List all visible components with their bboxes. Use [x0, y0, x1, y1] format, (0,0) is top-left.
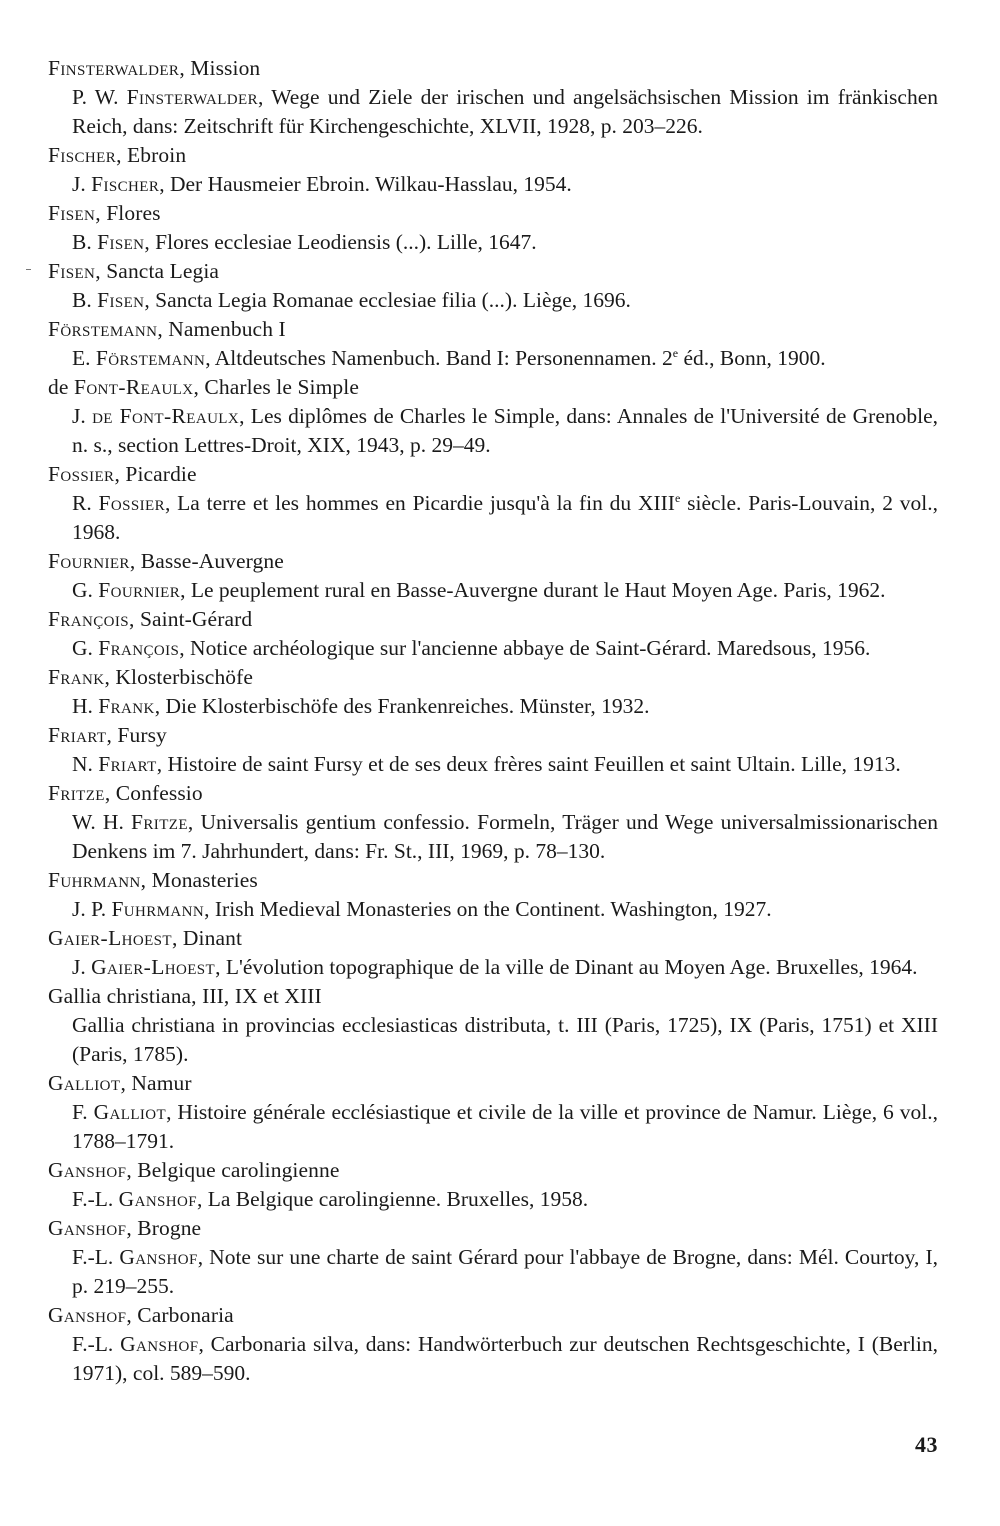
- entry-reference-text: F.: [72, 1100, 94, 1124]
- entry-author: de Font-Reaulx: [92, 404, 240, 428]
- bibliography-entry: [48, 315, 938, 373]
- entry-short-title: [48, 54, 938, 83]
- entry-reference-text: siècle. Paris-Louvain, 2 vol., 1968.: [72, 491, 938, 544]
- entry-reference-text: , Universalis gentium confessio. Formeln, Träger und Wege universalmissionarischen Denkens im 7. Jahrhundert, dans: Fr. St., III, 1969, p. 78–130.: [72, 810, 938, 863]
- bibliography-entry: [48, 54, 938, 141]
- entry-short-text: , Confessio: [104, 781, 203, 805]
- entry-short-title: [48, 982, 938, 1011]
- bibliography-entry: [48, 721, 938, 779]
- bibliography-entry: [48, 257, 938, 315]
- bibliography-entry: [48, 663, 938, 721]
- entry-author: Fisen: [97, 230, 145, 254]
- entry-short-title: [48, 257, 938, 286]
- page-number: 43: [915, 1432, 938, 1457]
- entry-reference-text: , La Belgique carolingienne. Bruxelles, 1958.: [197, 1187, 589, 1211]
- bibliography-entry: [48, 924, 938, 982]
- entry-full-reference: [48, 344, 938, 373]
- entry-short-text: , Charles le Simple: [193, 375, 359, 399]
- entry-reference-text: , L'évolution topographique de la ville de Dinant au Moyen Age. Bruxelles, 1964.: [215, 955, 918, 979]
- entry-short-title: [48, 460, 938, 489]
- entry-short-author: Friart: [48, 723, 107, 747]
- entry-reference-text: F.-L.: [72, 1332, 121, 1356]
- entry-short-title: [48, 605, 938, 634]
- entry-short-author: Fritze: [48, 781, 105, 805]
- entry-short-text: , Belgique carolingienne: [126, 1158, 340, 1182]
- entry-author: Frank: [98, 694, 155, 718]
- entry-author: Ganshof: [118, 1187, 197, 1211]
- entry-reference-text: E.: [72, 346, 96, 370]
- entry-short-author: Galliot: [48, 1071, 121, 1095]
- entry-reference-text: G.: [72, 578, 99, 602]
- entry-short-title: [48, 1156, 938, 1185]
- entry-author: Ganshof: [119, 1245, 198, 1269]
- entry-short-author: Fossier: [48, 462, 115, 486]
- entry-short-text: de: [48, 375, 74, 399]
- entry-author: Galliot: [93, 1100, 167, 1124]
- entry-short-text: , Carbonaria: [126, 1303, 234, 1327]
- entry-short-author: Förstemann: [48, 317, 158, 341]
- entry-short-text: , Mission: [179, 56, 261, 80]
- entry-reference-text: B.: [72, 230, 98, 254]
- entry-short-title: [48, 866, 938, 895]
- entry-reference-text: , Histoire de saint Fursy et de ses deux frères saint Feuillen et saint Ultain. Lille, 1913.: [156, 752, 901, 776]
- entry-reference-text: J.: [72, 172, 92, 196]
- entry-short-author: François: [48, 607, 130, 631]
- entry-reference-text: , Die Klosterbischöfe des Frankenreiches. Münster, 1932.: [154, 694, 650, 718]
- entry-short-author: Fisen: [48, 201, 96, 225]
- entry-short-title: [48, 1301, 938, 1330]
- bibliography-entry: [48, 982, 938, 1069]
- entry-full-reference: [48, 228, 938, 257]
- entry-short-author: Finsterwalder: [48, 56, 180, 80]
- bibliography-page: [48, 54, 938, 1474]
- entry-reference-text: , La terre et les hommes en Picardie jusqu'à la fin du XIII: [164, 491, 675, 515]
- bibliography-list: [48, 54, 938, 1388]
- bibliography-entry: [48, 547, 938, 605]
- entry-full-reference: [48, 83, 938, 141]
- entry-reference-text: J.: [72, 404, 93, 428]
- entry-reference-text: , Note sur une charte de saint Gérard pour l'abbaye de Brogne, dans: Mél. Courtoy, I, p. 219–255.: [72, 1245, 939, 1298]
- bibliography-entry: [48, 373, 938, 460]
- entry-full-reference: [48, 1330, 938, 1388]
- entry-reference-text: , Notice archéologique sur l'ancienne abbaye de Saint-Gérard. Maredsous, 1956.: [179, 636, 871, 660]
- entry-short-title: [48, 315, 938, 344]
- entry-short-text: , Sancta Legia: [95, 259, 220, 283]
- bibliography-entry: [48, 141, 938, 199]
- scan-speck: [26, 269, 31, 270]
- entry-short-title: [48, 924, 938, 953]
- entry-reference-text: éd., Bonn, 1900.: [678, 346, 826, 370]
- entry-short-author: Font-Reaulx: [73, 375, 194, 399]
- entry-full-reference: [48, 692, 938, 721]
- entry-short-title: [48, 547, 938, 576]
- entry-reference-text: F.-L.: [72, 1187, 119, 1211]
- entry-reference-text: Gallia christiana in provincias ecclesiasticas distributa, t. III (Paris, 1725), IX (Paris, 1751) et XIII (Paris, 1785).: [72, 1013, 938, 1066]
- entry-short-text: , Klosterbischöfe: [104, 665, 254, 689]
- entry-reference-text: H.: [72, 694, 99, 718]
- superscript: e: [674, 491, 681, 505]
- entry-full-reference: [48, 1011, 938, 1069]
- entry-short-text: , Brogne: [126, 1216, 202, 1240]
- entry-short-text: , Saint-Gérard: [129, 607, 253, 631]
- entry-reference-text: P. W.: [72, 85, 127, 109]
- entry-author: Ganshof: [120, 1332, 199, 1356]
- entry-short-text: , Namur: [120, 1071, 192, 1095]
- entry-short-author: Frank: [48, 665, 105, 689]
- entry-short-title: [48, 1069, 938, 1098]
- entry-full-reference: [48, 1098, 938, 1156]
- entry-full-reference: [48, 1185, 938, 1214]
- entry-short-text: , Ebroin: [116, 143, 187, 167]
- entry-reference-text: B.: [72, 288, 98, 312]
- bibliography-entry: [48, 605, 938, 663]
- entry-reference-text: , Carbonaria silva, dans: Handwörterbuch zur deutschen Rechtsgeschichte, I (Berlin, 1971), col. 589–590.: [72, 1332, 938, 1385]
- entry-short-title: [48, 721, 938, 750]
- entry-full-reference: [48, 286, 938, 315]
- entry-reference-text: , Altdeutsches Namenbuch. Band I: Personennamen. 2: [205, 346, 673, 370]
- entry-author: Fisen: [97, 288, 145, 312]
- entry-short-text: , Monasteries: [140, 868, 258, 892]
- entry-reference-text: , Sancta Legia Romanae ecclesiae filia (...). Liège, 1696.: [144, 288, 631, 312]
- entry-short-text: , Dinant: [171, 926, 243, 950]
- entry-short-author: Fischer: [48, 143, 117, 167]
- entry-reference-text: , Flores ecclesiae Leodiensis (...). Lille, 1647.: [144, 230, 537, 254]
- entry-reference-text: F.-L.: [72, 1245, 120, 1269]
- entry-author: Fossier: [98, 491, 165, 515]
- entry-short-title: [48, 779, 938, 808]
- bibliography-entry: [48, 1156, 938, 1214]
- bibliography-entry: [48, 1069, 938, 1156]
- entry-full-reference: [48, 634, 938, 663]
- entry-short-author: Ganshof: [48, 1216, 127, 1240]
- entry-reference-text: N.: [72, 752, 99, 776]
- entry-full-reference: [48, 1243, 938, 1301]
- entry-author: Friart: [98, 752, 157, 776]
- entry-short-title: [48, 373, 938, 402]
- bibliography-entry: [48, 460, 938, 547]
- entry-short-author: Fournier: [48, 549, 130, 573]
- entry-short-text: , Namenbuch I: [157, 317, 286, 341]
- entry-short-author: Fuhrmann: [48, 868, 141, 892]
- entry-full-reference: [48, 402, 938, 460]
- entry-full-reference: [48, 953, 938, 982]
- entry-reference-text: W. H.: [72, 810, 132, 834]
- entry-short-text: , Basse-Auvergne: [129, 549, 284, 573]
- bibliography-entry: [48, 1214, 938, 1301]
- entry-reference-text: , Le peuplement rural en Basse-Auvergne durant le Haut Moyen Age. Paris, 1962.: [180, 578, 886, 602]
- entry-reference-text: J.: [72, 955, 92, 979]
- entry-short-title: [48, 1214, 938, 1243]
- entry-short-author: Gaier-Lhoest: [48, 926, 172, 950]
- entry-full-reference: [48, 808, 938, 866]
- entry-short-text: Gallia christiana, III, IX et XIII: [48, 984, 322, 1008]
- entry-short-author: Ganshof: [48, 1158, 127, 1182]
- entry-reference-text: J. P.: [72, 897, 112, 921]
- entry-author: Fritze: [131, 810, 188, 834]
- entry-short-title: [48, 663, 938, 692]
- entry-author: Gaier-Lhoest: [91, 955, 216, 979]
- entry-full-reference: [48, 576, 938, 605]
- entry-full-reference: [48, 895, 938, 924]
- entry-reference-text: G.: [72, 636, 99, 660]
- entry-reference-text: , Les diplômes de Charles le Simple, dans: Annales de l'Université de Grenoble, n. s., section Lettres-Droit, XIX, 1943, p. 29–49.: [72, 404, 939, 457]
- entry-author: Fischer: [91, 172, 160, 196]
- entry-short-text: , Flores: [95, 201, 161, 225]
- bibliography-entry: [48, 866, 938, 924]
- entry-author: Fuhrmann: [111, 897, 205, 921]
- entry-author: Förstemann: [95, 346, 206, 370]
- entry-reference-text: , Der Hausmeier Ebroin. Wilkau-Hasslau, 1954.: [159, 172, 572, 196]
- entry-reference-text: R.: [72, 491, 99, 515]
- entry-reference-text: , Irish Medieval Monasteries on the Continent. Washington, 1927.: [204, 897, 772, 921]
- entry-full-reference: [48, 750, 938, 779]
- entry-short-text: , Fursy: [106, 723, 167, 747]
- entry-full-reference: [48, 489, 938, 547]
- entry-author: Fournier: [98, 578, 181, 602]
- superscript: e: [672, 346, 679, 360]
- entry-short-title: [48, 141, 938, 170]
- entry-reference-text: , Histoire générale ecclésiastique et civile de la ville et province de Namur. Liège, 6 vol., 1788–1791.: [72, 1100, 938, 1153]
- bibliography-entry: [48, 1301, 938, 1388]
- entry-reference-text: , Wege und Ziele der irischen und angelsächsischen Mission im fränkischen Reich, dans: Zeitschrift für Kirchengeschichte, XLVII, 1928, p. 203–226.: [72, 85, 938, 138]
- entry-short-author: Ganshof: [48, 1303, 127, 1327]
- entry-author: François: [98, 636, 180, 660]
- bibliography-entry: [48, 199, 938, 257]
- entry-short-title: [48, 199, 938, 228]
- entry-full-reference: [48, 170, 938, 199]
- entry-short-author: Fisen: [48, 259, 96, 283]
- entry-author: Finsterwalder: [126, 85, 258, 109]
- entry-short-text: , Picardie: [114, 462, 197, 486]
- bibliography-entry: [48, 779, 938, 866]
